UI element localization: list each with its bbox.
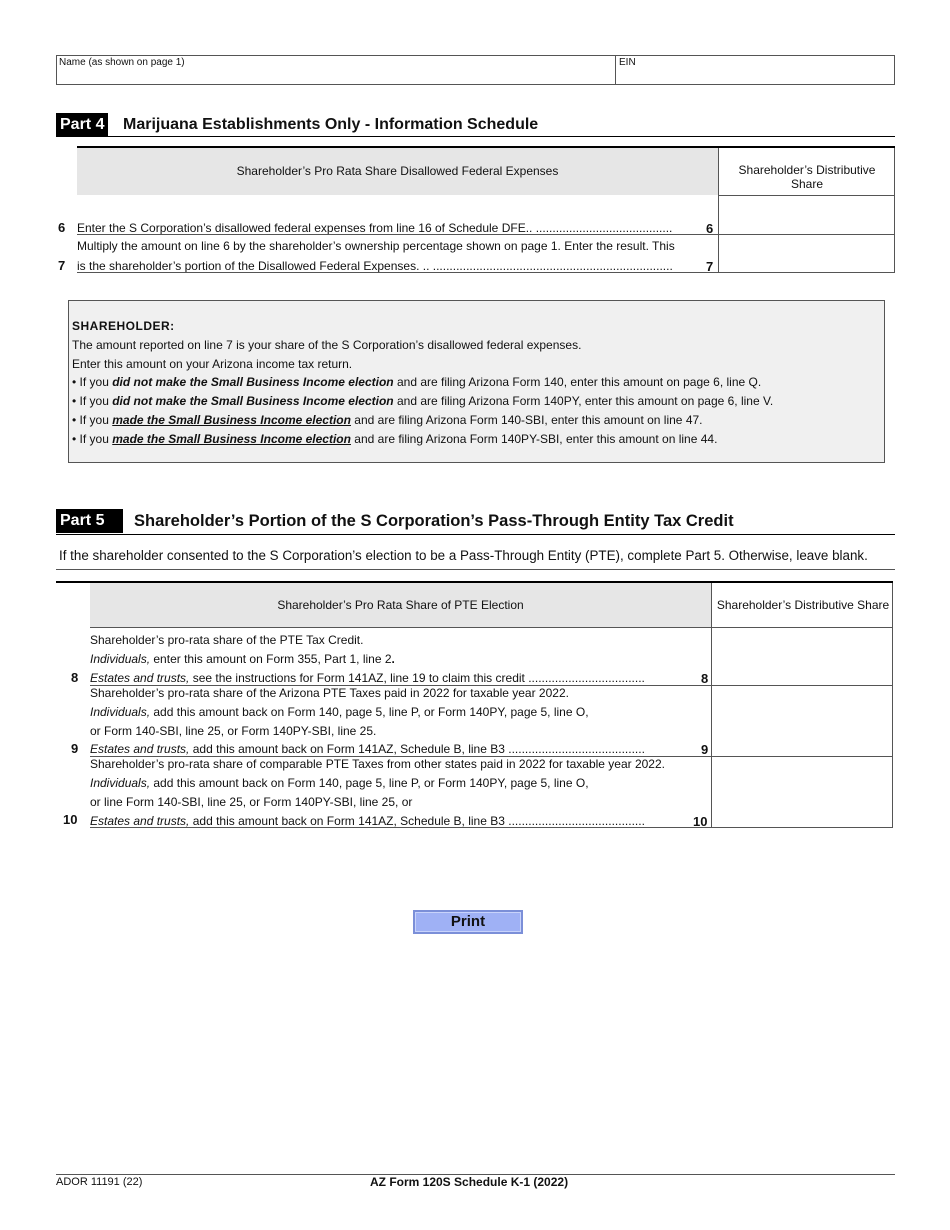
line9-text-4: Estates and trusts, add this amount back on Form 141AZ, Schedule B, line B3 ......................................... xyxy=(90,742,645,756)
line6-number: 6 xyxy=(58,220,66,235)
notice-bullet-3: • If you made the Small Business Income election and are filing Arizona Form 140-SBI, enter this amount on line 47. xyxy=(72,412,703,427)
line7-text-1: Multiply the amount on line 6 by the shareholder’s ownership percentage shown on page 1. Enter the result. This xyxy=(77,239,675,253)
line9-text-3: or Form 140-SBI, line 25, or Form 140PY-SBI, line 25. xyxy=(90,724,377,738)
ein-input[interactable] xyxy=(618,70,894,84)
line10-text-3: or line Form 140-SBI, line 25, or Form 140PY-SBI, line 25, or xyxy=(90,795,413,809)
name-label: Name (as shown on page 1) xyxy=(59,57,185,68)
ein-label: EIN xyxy=(619,57,636,68)
line10-text-1: Shareholder’s pro-rata share of comparable PTE Taxes from other states paid in 2022 for taxable year 2022. xyxy=(90,757,665,771)
line7-text-2: is the shareholder’s portion of the Disallowed Federal Expenses. .. ........................................................................ xyxy=(77,259,673,273)
shareholder-notice xyxy=(68,300,885,463)
name-input[interactable] xyxy=(58,70,613,84)
line6-text: Enter the S Corporation’s disallowed federal expenses from line 16 of Schedule DFE.. ......................................... xyxy=(77,221,673,235)
part5-rule xyxy=(56,534,895,535)
notice-heading: SHAREHOLDER: xyxy=(72,319,175,333)
line10-box-number: 10 xyxy=(693,814,708,829)
line8-text-1: Shareholder’s pro-rata share of the PTE Tax Credit. xyxy=(90,633,364,647)
line10-text-4: Estates and trusts, add this amount back on Form 141AZ, Schedule B, line B3 ......................................... xyxy=(90,814,645,828)
footer-form-title: AZ Form 120S Schedule K-1 (2022) xyxy=(370,1175,569,1189)
line8-input[interactable] xyxy=(713,629,891,684)
notice-line2: Enter this amount on your Arizona income tax return. xyxy=(72,356,353,371)
part4-col-left-header: Shareholder’s Pro Rata Share Disallowed Federal Expenses xyxy=(77,148,718,195)
line7-box-number: 7 xyxy=(706,259,714,274)
part5-col-right-header: Shareholder’s Distributive Share xyxy=(716,598,890,612)
line6-box-number: 6 xyxy=(706,221,714,236)
line9-number: 9 xyxy=(71,741,79,756)
notice-bullet-4: • If you made the Small Business Income election and are filing Arizona Form 140PY-SBI, enter this amount on line 44. xyxy=(72,431,718,446)
part4-col-right-header: Shareholder’s Distributive Share xyxy=(738,163,876,191)
line9-box-number: 9 xyxy=(701,742,709,757)
part5-title: Shareholder’s Portion of the S Corporation’s Pass-Through Entity Tax Credit xyxy=(134,512,734,530)
line9-input[interactable] xyxy=(713,687,891,755)
print-button[interactable]: Print xyxy=(413,910,523,934)
part4-tag: Part 4 xyxy=(56,113,108,137)
notice-bullet-1: • If you did not make the Small Business Income election and are filing Arizona Form 140, enter this amount on page 6, line Q. xyxy=(72,375,762,390)
line10-input[interactable] xyxy=(713,758,891,826)
notice-line1: The amount reported on line 7 is your share of the S Corporation’s disallowed federal expenses. xyxy=(72,337,582,352)
line8-number: 8 xyxy=(71,670,79,685)
line9-text-2: Individuals, add this amount back on Form 140, page 5, line P, or Form 140PY, page 5, line O, xyxy=(90,705,589,719)
line7-input[interactable] xyxy=(720,236,893,271)
notice-bullet-2: • If you did not make the Small Business Income election and are filing Arizona Form 140PY, enter this amount on page 6, line V. xyxy=(72,394,774,409)
footer-form-code: ADOR 11191 (22) xyxy=(56,1176,143,1188)
line9-text-1: Shareholder’s pro-rata share of the Arizona PTE Taxes paid in 2022 for taxable year 2022. xyxy=(90,686,569,700)
line7-number: 7 xyxy=(58,258,66,273)
line6-input[interactable] xyxy=(720,197,893,233)
name-ein-box xyxy=(56,55,895,85)
line8-text-2: Individuals, enter this amount on Form 355, Part 1, line 2. xyxy=(90,652,395,666)
line8-text-3: Estates and trusts, see the instructions for Form 141AZ, line 19 to claim this credit ................................... xyxy=(90,671,645,685)
line10-number: 10 xyxy=(63,812,78,827)
part5-col-left-header: Shareholder’s Pro Rata Share of PTE Election xyxy=(90,583,711,627)
part5-tag: Part 5 xyxy=(56,509,123,533)
part5-intro: If the shareholder consented to the S Corporation’s election to be a Pass-Through Entity (PTE), complete Part 5. Otherwise, leave blank. xyxy=(59,548,868,563)
line10-text-2: Individuals, add this amount back on Form 140, page 5, line P, or Form 140PY, page 5, line O, xyxy=(90,776,589,790)
line8-box-number: 8 xyxy=(701,671,709,686)
part4-title: Marijuana Establishments Only - Information Schedule xyxy=(123,116,539,133)
part4-rule xyxy=(56,136,895,137)
